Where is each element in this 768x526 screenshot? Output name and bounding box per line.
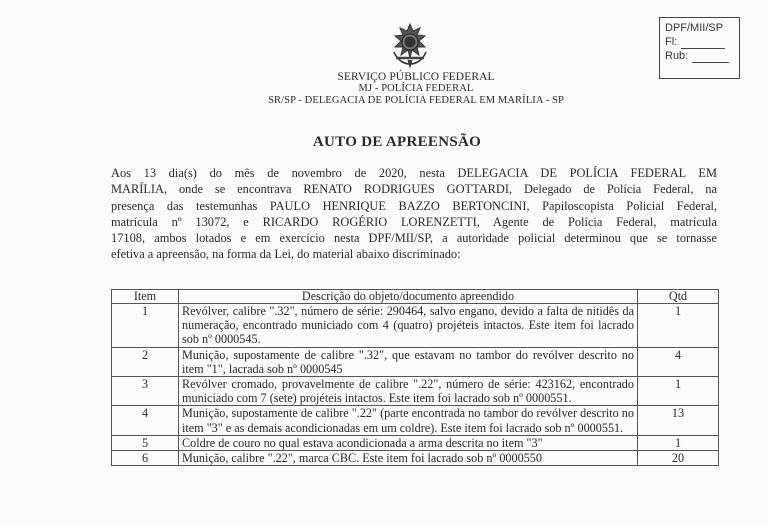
item-qty: 4 [638,347,719,376]
table-row [112,377,719,406]
item-description: Revólver, calibre ".32", número de série: 290464, salvo engano, devido a falta de nitidês da numeração, encontrado municiado com 4 (quatro) projéteis intactos. Este item foi lacrado sob nº 0000545. [179,304,638,348]
paragraph-line: 17108, ambos lotados e em exercício nesta DPF/MII/SP, a autoridade policial determinou que se tornasse [111,231,717,246]
document-title: AUTO DE APREENSÃO [312,134,482,150]
table-row [112,435,719,450]
item-number: 4 [112,406,179,435]
paragraph-line: matrícula nº 13072, e RICARDO ROGÉRIO LORENZETTI, Agente de Polícia Federal, matrícula [111,214,717,229]
item-description: Munição, supostamente de calibre ".22" (parte encontrada no tambor do revólver descrito no item "3" e as demais acondicionadas em um coldre). Este item foi lacrado sob nº 0000551. [179,406,638,435]
paragraph-line: presença das testemunhas PAULO HENRIQUE BAZZO BERTONCINI, Papiloscopista Policial Federal, [111,198,717,213]
header-line-2: MJ - POLÍCIA FEDERAL [358,83,474,94]
table-header-row [112,290,719,304]
stamp-rub-row [665,49,734,63]
stamp-fl-label: Fl: [665,36,678,48]
stamp-code: DPF/MII/SP [665,22,724,34]
item-number: 1 [112,304,179,348]
item-qty: 13 [638,406,719,435]
header-line-3: SR/SP - DELEGACIA DE POLÍCIA FEDERAL EM MARÍLIA - SP [268,95,564,106]
item-number: 2 [112,347,179,376]
brazil-coat-of-arms-icon [388,22,432,68]
header-item: Item [112,290,179,304]
body-paragraph [111,165,717,263]
seized-items-table [111,289,719,466]
table-row [112,451,719,466]
paragraph-line: MARÍLIA, onde se encontrava RENATO RODRIGUES GOTTARDI, Delegado de Polícia Federal, na [111,182,717,197]
header-qty: Qtd [638,290,719,304]
paragraph-line: Aos 13 dia(s) do mês de novembro de 2020, nesta DELEGACIA DE POLÍCIA FEDERAL EM [111,166,717,180]
item-description: Revólver cromado, provavelmente de calibre ".22", número de série: 423162, encontrado municiado com 7 (sete) projéteis intactos. Este item foi lacrado sob nº 0000551. [179,377,638,406]
stamp-fl-blank [681,37,725,49]
stamp-rub-label: Rub: [665,50,689,62]
header-description: Descrição do objeto/documento apreendido [179,290,638,304]
table-row [112,347,719,376]
item-number: 6 [112,451,179,466]
header-line-1: SERVIÇO PÚBLICO FEDERAL [337,71,495,83]
item-qty: 1 [638,377,719,406]
item-description: Coldre de couro no qual estava acondicionada a arma descrita no item "3" [179,435,638,450]
item-description: Munição, supostamente de calibre ".32", que estavam no tambor do revólver descrito no item "1", lacrada sob nº 0000545 [179,347,638,376]
stamp-rub-blank [692,51,729,63]
table-row [112,304,719,348]
item-number: 5 [112,435,179,450]
paragraph-line: efetiva a apreensão, na forma da Lei, do material abaixo discriminado: [111,247,461,262]
item-qty: 1 [638,304,719,348]
item-qty: 20 [638,451,719,466]
item-description: Munição, calibre ".22", marca CBC. Este item foi lacrado sob nº 0000550 [179,451,638,466]
protocol-stamp [659,17,740,79]
item-number: 3 [112,377,179,406]
stamp-fl-row [665,35,734,49]
table-row [112,406,719,435]
item-qty: 1 [638,435,719,450]
